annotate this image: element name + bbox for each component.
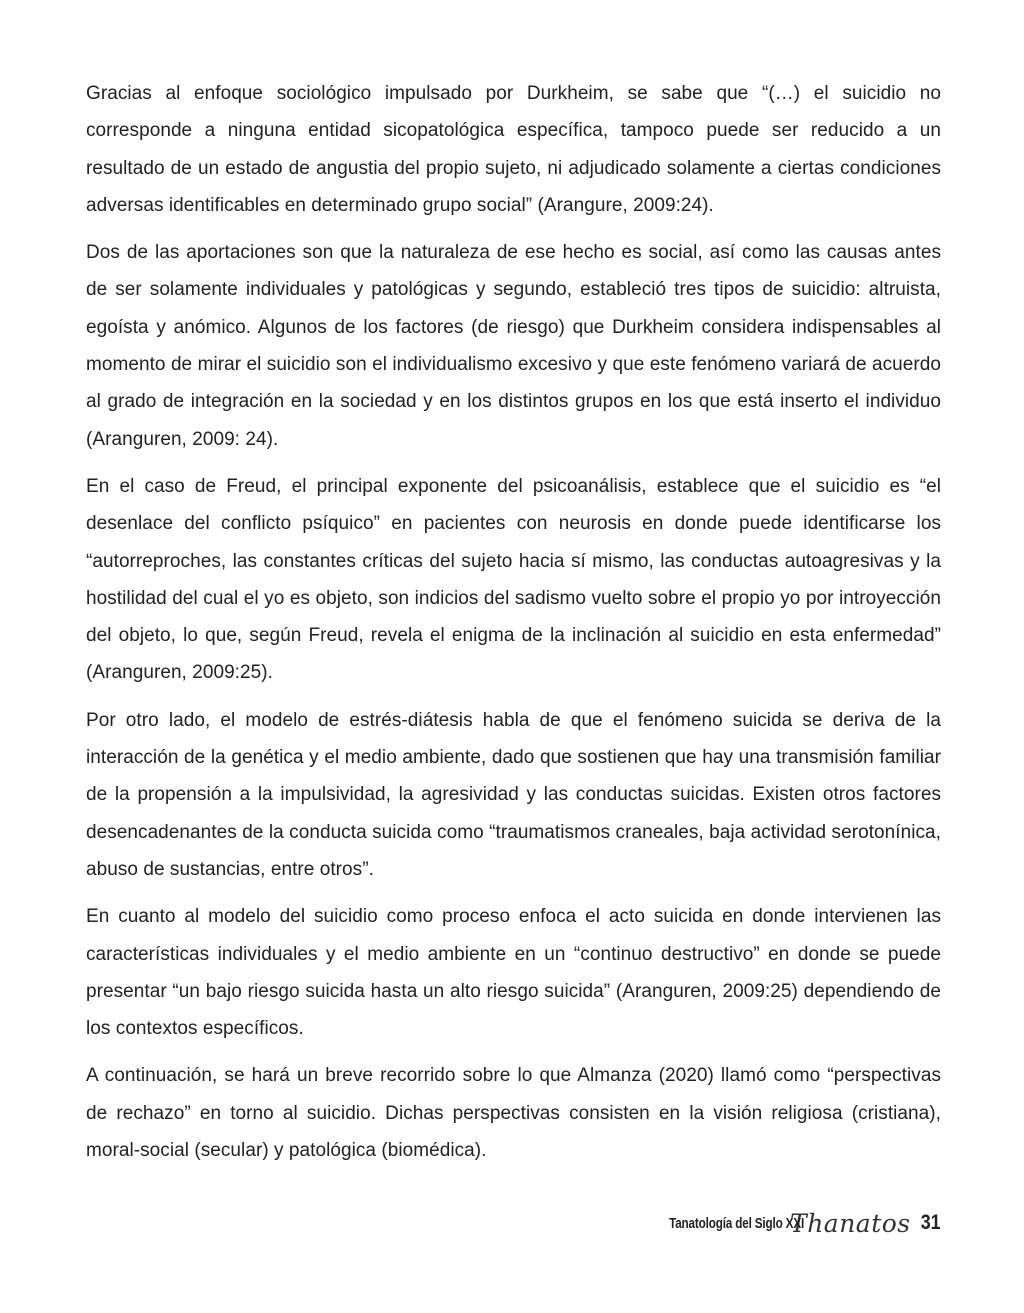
footer-book-title: Tanatología del Siglo XXI [669,1214,805,1232]
paragraph-suicide-process: En cuanto al modelo del suicidio como proceso enfoca el acto suicida en donde intervienen las características individuales y el medio ambiente en un “continuo destructivo” en donde se puede presentar “un bajo riesgo suicida hasta un alto riesgo suicida” (Aranguren, 2009:25) dependiendo de los contextos específicos. [86,906,941,1040]
page-number: 31 [920,1211,941,1234]
paragraph-rejection-perspectives: A continuación, se hará un breve recorrido sobre lo que Almanza (2020) llamó como “perspectivas de rechazo” en torno al suicidio. Dichas perspectivas consisten en la visión religiosa (cristiana), moral-social (secular) y patológica (biomédica). [86,1065,941,1162]
paragraph-stress-diathesis: Por otro lado, el modelo de estrés-diátesis habla de que el fenómeno suicida se deriva de la interacción de la genética y el medio ambiente, dado que sostienen que hay una transmisión familiar de la propensión a la impulsividad, la agresividad y las conductas suicidas. Existen otros factores desencadenantes de la conducta suicida como “traumatismos craneales, baja actividad serotonínica, abuso de sustancias, entre otros”. [86,709,941,880]
page-footer [631,1205,942,1241]
paragraph-durkheim-contributions: Dos de las aportaciones son que la naturaleza de ese hecho es social, así como las causas antes de ser solamente individuales y patológicas y segundo, estableció tres tipos de suicidio: altruista, egoísta y anómico. Algunos de los factores (de riesgo) que Durkheim considera indispensables al momento de mirar el suicidio son el individualismo excesivo y que este fenómeno variará de acuerdo al grado de integración en la sociedad y en los distintos grupos en los que está inserto el individuo (Aranguren, 2009: 24). [86,242,941,450]
footer-brand-logo: Thanatos [790,1208,911,1238]
paragraph-freud: En el caso de Freud, el principal exponente del psicoanálisis, establece que el suicidio es “el desenlace del conflicto psíquico” en pacientes con neurosis en donde puede identificarse los “autorreproches, las constantes críticas del sujeto hacia sí mismo, las conductas autoagresivas y la hostilidad del cual el yo es objeto, son indicios del sadismo vuelto sobre el propio yo por introyección del objeto, lo que, según Freud, revela el enigma de la inclinación al suicidio en esta enfermedad” (Aranguren, 2009:25). [86,475,941,684]
paragraph-durkheim-intro: Gracias al enfoque sociológico impulsado por Durkheim, se sabe que “(…) el suicidio no corresponde a ninguna entidad sicopatológica específica, tampoco puede ser reducido a un resultado de un estado de angustia del propio sujeto, ni adjudicado solamente a ciertas condiciones adversas identificables en determinado grupo social” (Arangure, 2009:24). [86,83,941,216]
page-body [86,75,941,1179]
